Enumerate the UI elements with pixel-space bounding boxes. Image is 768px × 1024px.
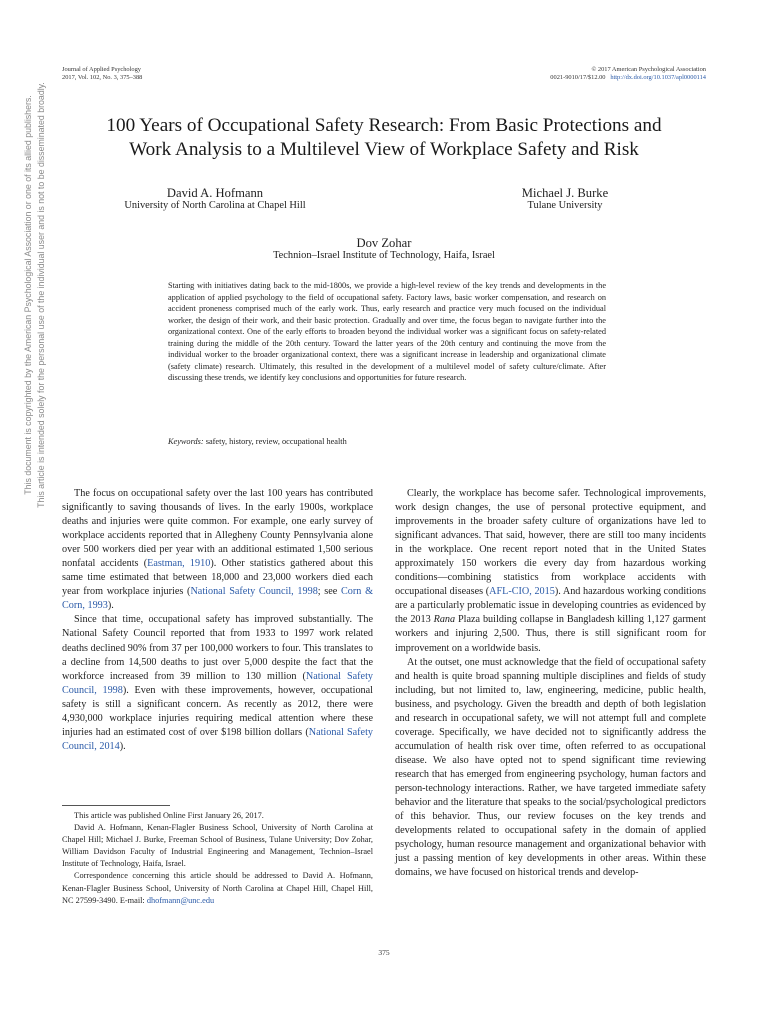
abstract: Starting with initiatives dating back to the mid-1800s, we provide a high-level review of the key trends and developments in the application of applied psychology to the field of occupational safety. Factory laws, basic worker compensation, and research on accident proneness comprised much of the early work. Thus, early research and practice very much focused on the individual worker, the design of their work, and their basic protection. Gradually and over time, the focus began to navigate further into the organizational context. One of the early efforts to broaden beyond the individual worker was a significant focus on safety-related training during the middle of the 20th century. Toward the latter years of the 20th century and continuing the move from the individual worker to the broader organizational context, there was a significant increase in leadership and organizational climate (safety climate) research. Ultimately, this resulted in the development of a multilevel model of safety culture/climate. After discussing these trends, we identify key conclusions and opportunities for future research. [168, 281, 606, 383]
citation-link[interactable]: National Safety Council, 2014 [62, 726, 373, 752]
sidebar-line-1: This document is copyrighted by the American Psychological Association or one of its allied publishers. [23, 95, 33, 495]
paragraph: At the outset, one must acknowledge that the field of occupational safety and health is quite broad spanning multiple disciplines and fields of study including, but not limited to, law, engineering, medicine, public health, business, and psychology. Given the breadth and depth of both legislation and research in occupational safety, we will not attempt full and complete coverage. Specifically, we have decided not to significantly address the accumulation of health risk over time, often referred to as occupational disease. We also have opted not to spend significant time reviewing research that has emerged from engineering psychology, human factors and person-technology interactions. Rather, we have targeted immediate safety behavior and the literature that speaks to the social/psychological predictors of this behavior. Thus, our review focuses on the key trends and developments related to occupational safety in the domain of applied psychology, human resource management and organizational behavior with just a passing mention of key developments in other areas. Within these domains, we have focused on historical trends and develop- [395, 656, 706, 879]
author-affiliation: Technion–Israel Institute of Technology, Haifa, Israel [273, 250, 495, 261]
citation-link[interactable]: AFL-CIO, 2015 [489, 586, 555, 598]
copyright-notice: © 2017 American Psychological Association [591, 66, 706, 73]
volume-info: 2017, Vol. 102, No. 3, 375–388 [62, 74, 143, 82]
author-block-2 [440, 186, 690, 212]
keywords-label: Keywords: [168, 437, 204, 446]
issn: 0021-9010/17/$12.00 [550, 74, 606, 82]
author-block-3 [184, 236, 584, 262]
citation-link[interactable]: Corn & Corn, 1993 [62, 586, 373, 612]
journal-header [62, 66, 142, 82]
sidebar-line-2: This article is intended solely for the personal use of the individual user and is not to be disseminated broadly. [35, 82, 46, 508]
copyright-sidebar [22, 0, 52, 645]
paragraph: Since that time, occupational safety has improved substantially. The National Safety Council reported that from 1933 to 1997 work related deaths declined 90% from 37 per 100,000 workers to four. This translates to a decline from 14,500 deaths to just over 5,000 despite the fact that the workforce increased from 39 million to 130 million (National Safety Council, 1998). Even with these improvements, however, occupational safety is still a significant concern. As recently as 2012, there were 4,930,000 workplace injuries requiring medical attention where these injuries had an estimated cost of over $198 billion dollars (National Safety Council, 2014). [62, 614, 373, 752]
citation-link[interactable]: Eastman, 1910 [147, 558, 211, 570]
email-link[interactable]: dhofmann@unc.edu [146, 895, 215, 905]
author-affiliation: Tulane University [527, 200, 603, 211]
author-affiliation: University of North Carolina at Chapel Hill [124, 200, 306, 211]
footnote: David A. Hofmann, Kenan-Flagler Business School, University of North Carolina at Chapel Hill; Michael J. Burke, Freeman School of Business, Tulane University; Dov Zohar, William Davidson Faculty of Industrial Engineering and Management, Technion–Israel Institute of Technology, Haifa, Israel. [62, 823, 373, 869]
page-number: 375 [378, 948, 390, 957]
issn-doi-line [550, 74, 706, 82]
footnotes [62, 810, 373, 907]
copyright-header [550, 66, 706, 82]
body-left-column [62, 487, 373, 754]
author-name: Dov Zohar [356, 236, 412, 250]
citation-link[interactable]: National Safety Council, 1998 [62, 670, 373, 696]
paragraph: The focus on occupational safety over the last 100 years has contributed significantly to saving thousands of lives. In the early 1900s, workplace deaths and injuries were quite common. For example, one early survey of workplace accidents reported that in Allegheny County Pennsylvania alone over 500 workers died per year with an additional estimated 1,500 serious nonfatal accidents (Eastman, 1910). Other statistics gathered about this same time estimated that between 18,000 and 23,000 workers died each year from workplace injuries (National Safety Council, 1998; see Corn & Corn, 1993). [62, 488, 373, 612]
author-name: David A. Hofmann [166, 186, 264, 200]
doi-link[interactable]: http://dx.doi.org/10.1037/apl0000114 [610, 74, 706, 82]
journal-name: Journal of Applied Psychology [62, 66, 141, 73]
citation-link[interactable]: National Safety Council, 1998 [190, 586, 318, 598]
author-name: Michael J. Burke [521, 186, 609, 200]
footnote: This article was published Online First January 26, 2017. [74, 811, 264, 820]
keywords [168, 436, 606, 447]
author-block-1 [90, 186, 340, 212]
paragraph: Clearly, the workplace has become safer. Technological improvements, work design changes, the use of personal protective equipment, and improvements in the broader safety culture of organizations have led to significant advances. That said, however, there are still too many incidents in the workplace. One recent report noted that in the United States approximately 150 workers die every day from hazardous working conditions—combining statistics from workplace accidents with occupational diseases (AFL-CIO, 2015). And hazardous working conditions are a particularly problematic issue in developing countries as evidenced by the 2013 Rana Plaza building collapse in Bangladesh killing 1,127 garment workers and injuring 2,500. Thus, there is still significant room for improvement on a worldwide basis. [395, 488, 706, 654]
keywords-text: safety, history, review, occupational health [205, 437, 347, 446]
footnote: Correspondence concerning this article should be addressed to David A. Hofmann, Kenan-Flagler Business School, University of North Carolina at Chapel Hill, Chapel Hill, NC 27599-3490. E-mail: dhofmann@unc.edu [62, 871, 373, 905]
title-line-1: 100 Years of Occupational Safety Research: From Basic Protections and [106, 115, 662, 136]
footnote-divider [62, 805, 170, 806]
article-title [40, 114, 728, 162]
body-right-column [395, 487, 706, 880]
title-line-2: Work Analysis to a Multilevel View of Workplace Safety and Risk [129, 139, 639, 160]
